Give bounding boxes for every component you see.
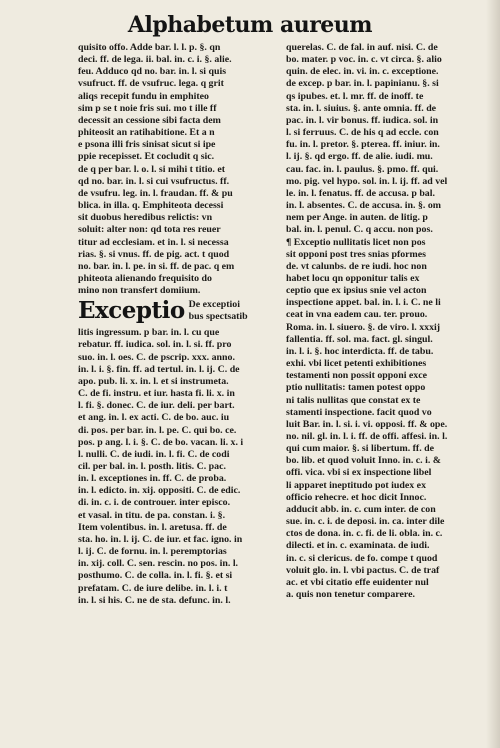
text-line: prefatam. C. de iure delibe. in. l. i. t <box>78 582 228 594</box>
right-column-text <box>286 42 494 601</box>
text-line: ac. et vbi citatio effe euidenter nul <box>286 576 429 588</box>
text-line: ptio nullitatis: tamen potest oppo <box>286 382 426 394</box>
text-line: suo. in. l. oes. C. de pscrip. xxx. anno. <box>78 351 235 363</box>
running-header: Alphabetum aureum <box>127 12 373 38</box>
text-line: pos. p ang. l. i. §. C. de bo. vacan. li. x. i <box>78 436 244 448</box>
text-line: fu. in. l. pretor. §. pterea. ff. iniur. in. <box>286 139 440 151</box>
text-line: e psona illi fris sinisat sicut si ipe <box>78 139 216 151</box>
text-line: l. si ferruus. C. de his q ad eccle. con <box>286 127 439 139</box>
text-line: li apparet ineptitudo pot iudex ex <box>286 479 427 491</box>
text-line: l. nulli. C. de iudi. in. l. fi. C. de codi <box>78 448 230 460</box>
text-line: nem per Ange. in auten. de litig. p <box>286 212 428 224</box>
text-line: exhi. vbi licet petenti exhibitiones <box>286 358 427 370</box>
exceptio-heading-note-line: De exceptioi <box>188 299 240 311</box>
text-line: in. c. si clericus. de fo. compe t quod <box>286 552 438 564</box>
left-column-text-bottom <box>78 327 286 607</box>
text-line: in. l. exceptiones in. ff. C. de proba. <box>78 473 227 485</box>
left-column-text-top <box>78 42 286 297</box>
text-line: quin. de elec. in. vi. in. c. exceptione. <box>286 66 439 78</box>
text-line: a. quis non tenetur comparere. <box>286 589 415 601</box>
text-line: soluit: alter non: qd tota res reuer <box>78 224 221 236</box>
text-line: sit duobus heredibus relictis: vn <box>78 212 213 224</box>
text-line: ctos de dona. in. c. fi. de li. obla. in. c. <box>286 528 443 540</box>
text-line: in. xij. coll. C. sen. rescin. no pos. in. l. <box>78 558 239 570</box>
right-column <box>286 42 494 601</box>
text-line: stamenti inspectione. facit quod vo <box>286 406 432 418</box>
text-line: feu. Adduco qd no. bar. in. l. si quis <box>78 66 227 78</box>
text-line: bal. in. l. penul. C. q accu. non pos. <box>286 224 433 236</box>
text-line: de excep. p bar. in. l. papinianu. §. si <box>286 78 439 90</box>
text-line: inspectione appet. bal. in. l. i. C. ne li <box>286 297 441 309</box>
text-line: rias. §. si vnus. ff. de pig. act. t quod <box>78 248 230 260</box>
text-line: mo. pig. vel hypo. sol. in. l. ij. ff. ad vel <box>286 175 448 187</box>
text-line: sta. ho. in. l. ij. C. de iur. et fac. igno. in <box>78 533 243 545</box>
text-line: ppie recepisset. Et cocludit q sic. <box>78 151 215 163</box>
exceptio-heading <box>78 299 286 325</box>
text-line: no. nil. gl. in. l. i. ff. de offi. affesi. in. l. <box>286 431 448 442</box>
text-line: di. pos. per bar. in. l. pe. C. qui bo. ce. <box>78 424 237 436</box>
text-line: officio rehecre. et hoc dicit Innoc. <box>286 491 427 503</box>
text-line: C. de fi. instru. et iur. hasta fi. li. x. in <box>78 388 235 400</box>
text-line: cau. fac. in. l. paulus. §. pmo. ff. qui. <box>286 163 439 175</box>
text-line: in. l. i. §. fin. ff. ad tertul. in. l. ij. C. de <box>78 363 240 375</box>
text-line: titur ad ecclesiam. et in. l. si necessa <box>78 236 229 248</box>
text-line: dilecti. et in. c. examinata. de iudi. <box>286 540 430 552</box>
text-line: sta. in. l. siuius. §. ante omnia. ff. de <box>286 102 437 114</box>
text-line: deci. ff. de lega. ii. bal. in. c. i. §. alie. <box>78 54 232 66</box>
text-line: phiteosit an ratihabitione. Et a n <box>78 127 215 139</box>
text-line: decessit an cessione sibi facta dem <box>78 114 221 126</box>
text-line: de vsufru. leg. in. l. fraudan. ff. & pu <box>78 187 233 199</box>
text-line: bo. mater. p voc. in. c. vt circa. §. alio <box>286 54 442 66</box>
exceptio-heading-note <box>189 299 248 323</box>
text-line: no. bar. in. l. pe. in si. ff. de pac. q em <box>78 260 235 272</box>
text-line: phiteota alienando frequisito do <box>78 272 212 284</box>
text-line: in. l. si his. C. ne de sta. defunc. in. l. <box>78 594 231 606</box>
exceptio-heading-note-line: bus spectsatib <box>188 311 248 323</box>
text-line: in. l. absentes. C. de accusa. in. §. om <box>286 200 441 212</box>
text-line: le. in. l. fenatus. ff. de accusa. p bal. <box>286 187 435 199</box>
text-line: ¶ Exceptio nullitatis licet non pos <box>286 236 426 248</box>
text-line: apo. pub. li. x. in. l. et si instrumeta. <box>78 375 229 387</box>
text-line: qs ipubes. et. l. mr. ff. de inoff. te <box>286 90 424 102</box>
text-line: aliqs recepit fundu in emphiteo <box>78 90 209 102</box>
text-line: de. vt calunbs. de re iudi. hoc non <box>286 260 427 272</box>
text-line: posthumo. C. de colla. in. l. fi. §. et si <box>78 570 233 582</box>
text-line: et ang. in. l. ex acti. C. de bo. auc. iu <box>78 412 230 424</box>
text-line: voluit glo. in. l. vbi pactus. C. de traf <box>286 564 440 576</box>
text-line: sue. in. c. i. de deposi. in. ca. inter dile <box>286 516 445 528</box>
text-line: qd no. bar. in. l. si cui vsufructus. ff. <box>78 175 230 187</box>
text-line: querelas. C. de fal. in auf. nisi. C. de <box>286 42 438 53</box>
text-line: habet locu qn opponitur talis ex <box>286 272 420 284</box>
text-line: adducit abb. in. c. cum inter. de con <box>286 503 436 515</box>
text-line: ceat in vna eadem cau. ter. prouo. <box>286 309 428 321</box>
text-line: in. l. i. §. hoc interdicta. ff. de tabu. <box>286 345 434 357</box>
text-line: Roma. in. l. siuero. §. de viro. l. xxxij <box>286 321 441 333</box>
text-line: l. fi. §. donec. C. de iur. deli. per bart. <box>78 400 235 412</box>
text-line: testamenti non possit opponi exce <box>286 370 427 382</box>
text-line: ni talis nullitas que constat ex te <box>286 394 421 406</box>
text-line: l. ij. C. de fornu. in. l. peremptorias <box>78 546 227 558</box>
text-line: sit opponi post tres snias pformes <box>286 248 427 260</box>
text-line: cil. per bal. in. l. posth. litis. C. pac. <box>78 461 226 472</box>
text-line: rebatur. ff. iudica. sol. in. l. si. ff. pro <box>78 339 232 351</box>
text-line: blica. in illa. q. Emphiteota decessi <box>78 200 224 212</box>
text-line: di. in. c. i. de controuer. inter episco. <box>78 497 231 509</box>
exceptio-heading-word: Exceptio <box>78 297 185 325</box>
text-line: mino non transfert domiium. <box>78 285 201 297</box>
text-line: Item volentibus. in. l. aretusa. ff. de <box>78 521 227 533</box>
left-column <box>78 42 286 607</box>
text-line: in. l. edicto. in. xij. oppositi. C. de edic. <box>78 485 241 497</box>
text-line: litis ingressum. p bar. in. l. cu que <box>78 327 220 339</box>
text-line: de q per bar. l. o. l. si mihi t titio. et <box>78 163 226 175</box>
text-line: et vasal. in titu. de pa. constan. i. §. <box>78 509 226 521</box>
text-line: vsufruct. ff. de vsufruc. lega. q grit <box>78 78 224 90</box>
text-line: offi. vica. vbi si ex inspectione libel <box>286 467 432 479</box>
text-line: pac. in. l. vir bonus. ff. iudica. sol. in <box>286 114 439 126</box>
text-line: fallentia. ff. sol. ma. fact. gl. singul. <box>286 333 433 345</box>
text-line: l. ij. §. qd ergo. ff. de alie. iudi. mu. <box>286 151 433 163</box>
text-line: sim p se t noie fris sui. mo t ille ff <box>78 102 217 114</box>
text-line: quisito offo. Adde bar. l. l. p. §. qn <box>78 42 221 53</box>
text-line: bo. lib. et quod voluit Inno. in. c. i. & <box>286 455 442 467</box>
text-line: luit Bar. in. l. si. i. vi. opposi. ff. & ope. <box>286 418 448 430</box>
text-line: qui cum maior. §. si libertum. ff. de <box>286 443 435 455</box>
text-line: ceptio que ex ipsius snie vel acton <box>286 285 427 297</box>
